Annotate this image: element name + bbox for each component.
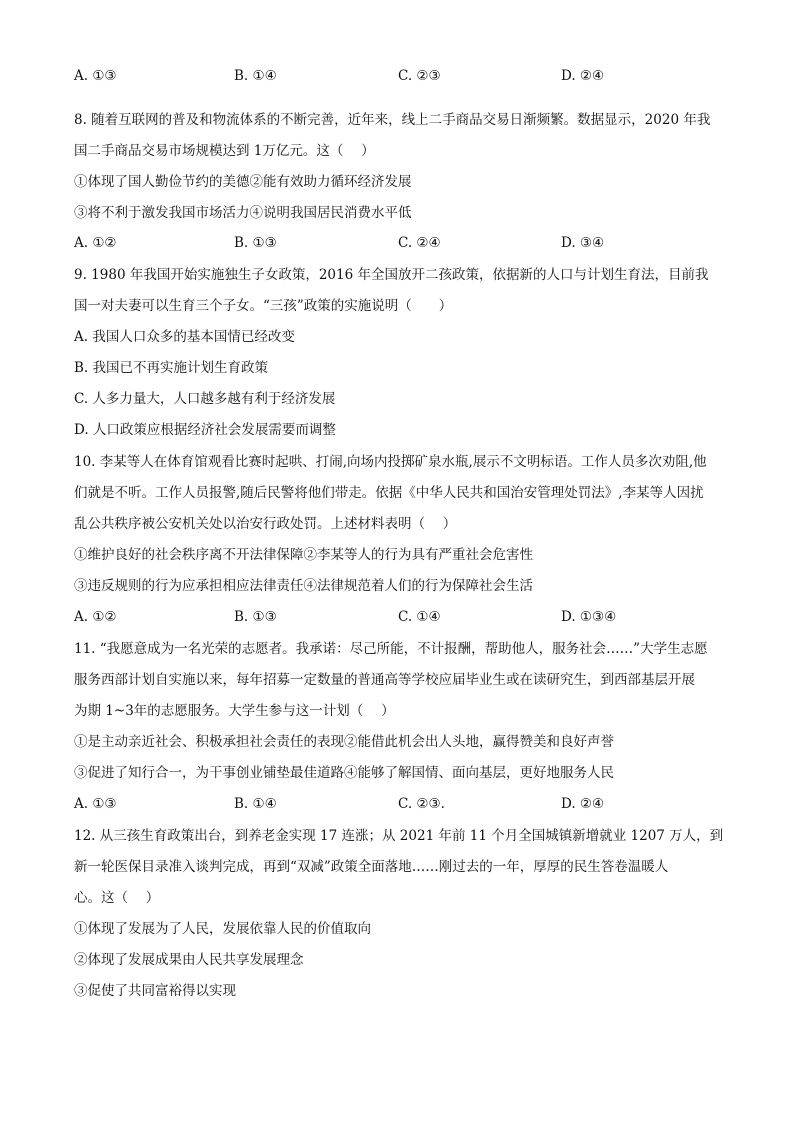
q10-stem-line-1: 10. 李某等人在体育馆观看比赛时起哄、打闹,向场内投掷矿泉水瓶,展示不文明标语。工作人员多次劝阻,他: [74, 454, 707, 470]
q12-statement-1: ①体现了发展为了人民，发展依靠人民的价值取向: [74, 921, 371, 937]
q12-statement-3: ③促使了共同富裕得以实现: [74, 983, 236, 999]
q12-stem-line-3: 心。这（ ）: [74, 890, 160, 906]
q10-stem-line-3: 乱公共秩序被公安机关处以治安行政处罚。上述材料表明（ ）: [74, 516, 457, 532]
q8-stem-line-2: 国二手商品交易市场规模达到 1万亿元。这（ ）: [74, 143, 375, 159]
q8-options: [74, 234, 734, 252]
q9-choice-d: D. 人口政策应根据经济社会发展需要而调整: [74, 422, 336, 438]
q7-options: [74, 67, 734, 85]
q10-statement-1: ①维护良好的社会秩序离不开法律保障②李某等人的行为具有严重社会危害性: [74, 547, 533, 563]
q12-stem-line-1: 12. 从三孩生育政策出台，到养老金实现 17 连涨；从 2021 年前 11 个月全国城镇新增就业 1207 万人，到: [74, 828, 724, 844]
q8-statement-1: ①体现了国人勤俭节约的美德②能有效助力循环经济发展: [74, 174, 412, 190]
q11-statement-1: ①是主动亲近社会、积极承担社会责任的表现②能借此机会出人头地，赢得赞美和良好声誉: [74, 734, 614, 750]
q8-statement-2: ③将不利于激发我国市场活力④说明我国居民消费水平低: [74, 205, 412, 221]
q11-statement-2: ③促进了知行合一，为干事创业铺垫最佳道路④能够了解国情、面向基层，更好地服务人民: [74, 765, 614, 781]
q11-option-a: A. ①③: [74, 796, 117, 812]
q7-option-d: D. ②④: [561, 68, 605, 84]
q11-option-d: D. ②④: [561, 796, 605, 812]
q10-stem-line-2: 们就是不听。工作人员报警,随后民警将他们带走。依据《中华人民共和国治安管理处罚法》,李某等人因扰: [74, 485, 704, 501]
q10-option-b: B. ①③: [234, 609, 277, 625]
q10-option-d: D. ①③④: [561, 609, 617, 625]
q9-choice-c: C. 人多力量大，人口越多越有利于经济发展: [74, 391, 336, 407]
q10-option-c: C. ①④: [398, 609, 441, 625]
q9-stem-line-2: 国一对夫妻可以生育三个子女。“三孩”政策的实施说明（ ）: [74, 298, 453, 314]
q9-stem-line-1: 9. 1980 年我国开始实施独生子女政策，2016 年全国放开二孩政策，依据新的人口与计划生育法，目前我: [74, 267, 709, 283]
q8-stem-line-1: 8. 随着互联网的普及和物流体系的不断完善，近年来，线上二手商品交易日渐频繁。数据显示，2020 年我: [74, 112, 711, 128]
q7-option-c: C. ②③: [398, 68, 441, 84]
q9-choice-a: A. 我国人口众多的基本国情已经改变: [74, 329, 295, 345]
q12-statement-2: ②体现了发展成果由人民共享发展理念: [74, 952, 304, 968]
q8-option-c: C. ②④: [398, 235, 441, 251]
q10-option-a: A. ①②: [74, 609, 117, 625]
q11-options: [74, 795, 734, 813]
q10-statement-2: ③违反规则的行为应承担相应法律责任④法律规范着人们的行为保障社会生活: [74, 578, 533, 594]
q12-stem-line-2: 新一轮医保目录准入谈判完成，再到“双减”政策全面落地……刚过去的一年，厚厚的民生答卷温暖人: [74, 859, 669, 875]
q10-options: [74, 608, 734, 626]
q11-stem-line-2: 服务西部计划自实施以来，每年招募一定数量的普通高等学校应届毕业生或在读研究生，到西部基层开展: [74, 672, 695, 688]
q11-option-b: B. ①④: [234, 796, 277, 812]
q11-stem-line-1: 11. “我愿意成为一名光荣的志愿者。我承诺：尽己所能，不计报酬，帮助他人，服务社会……”大学生志愿: [74, 641, 708, 657]
q7-option-b: B. ①④: [234, 68, 277, 84]
q9-choice-b: B. 我国已不再实施计划生育政策: [74, 360, 269, 376]
q8-option-b: B. ①③: [234, 235, 277, 251]
q11-stem-line-3: 为期 1~3年的志愿服务。大学生参与这一计划（ ）: [74, 703, 395, 719]
q8-option-a: A. ①②: [74, 235, 117, 251]
q8-option-d: D. ③④: [561, 235, 605, 251]
q7-option-a: A. ①③: [74, 68, 117, 84]
q11-option-c: C. ②③.: [398, 796, 445, 812]
